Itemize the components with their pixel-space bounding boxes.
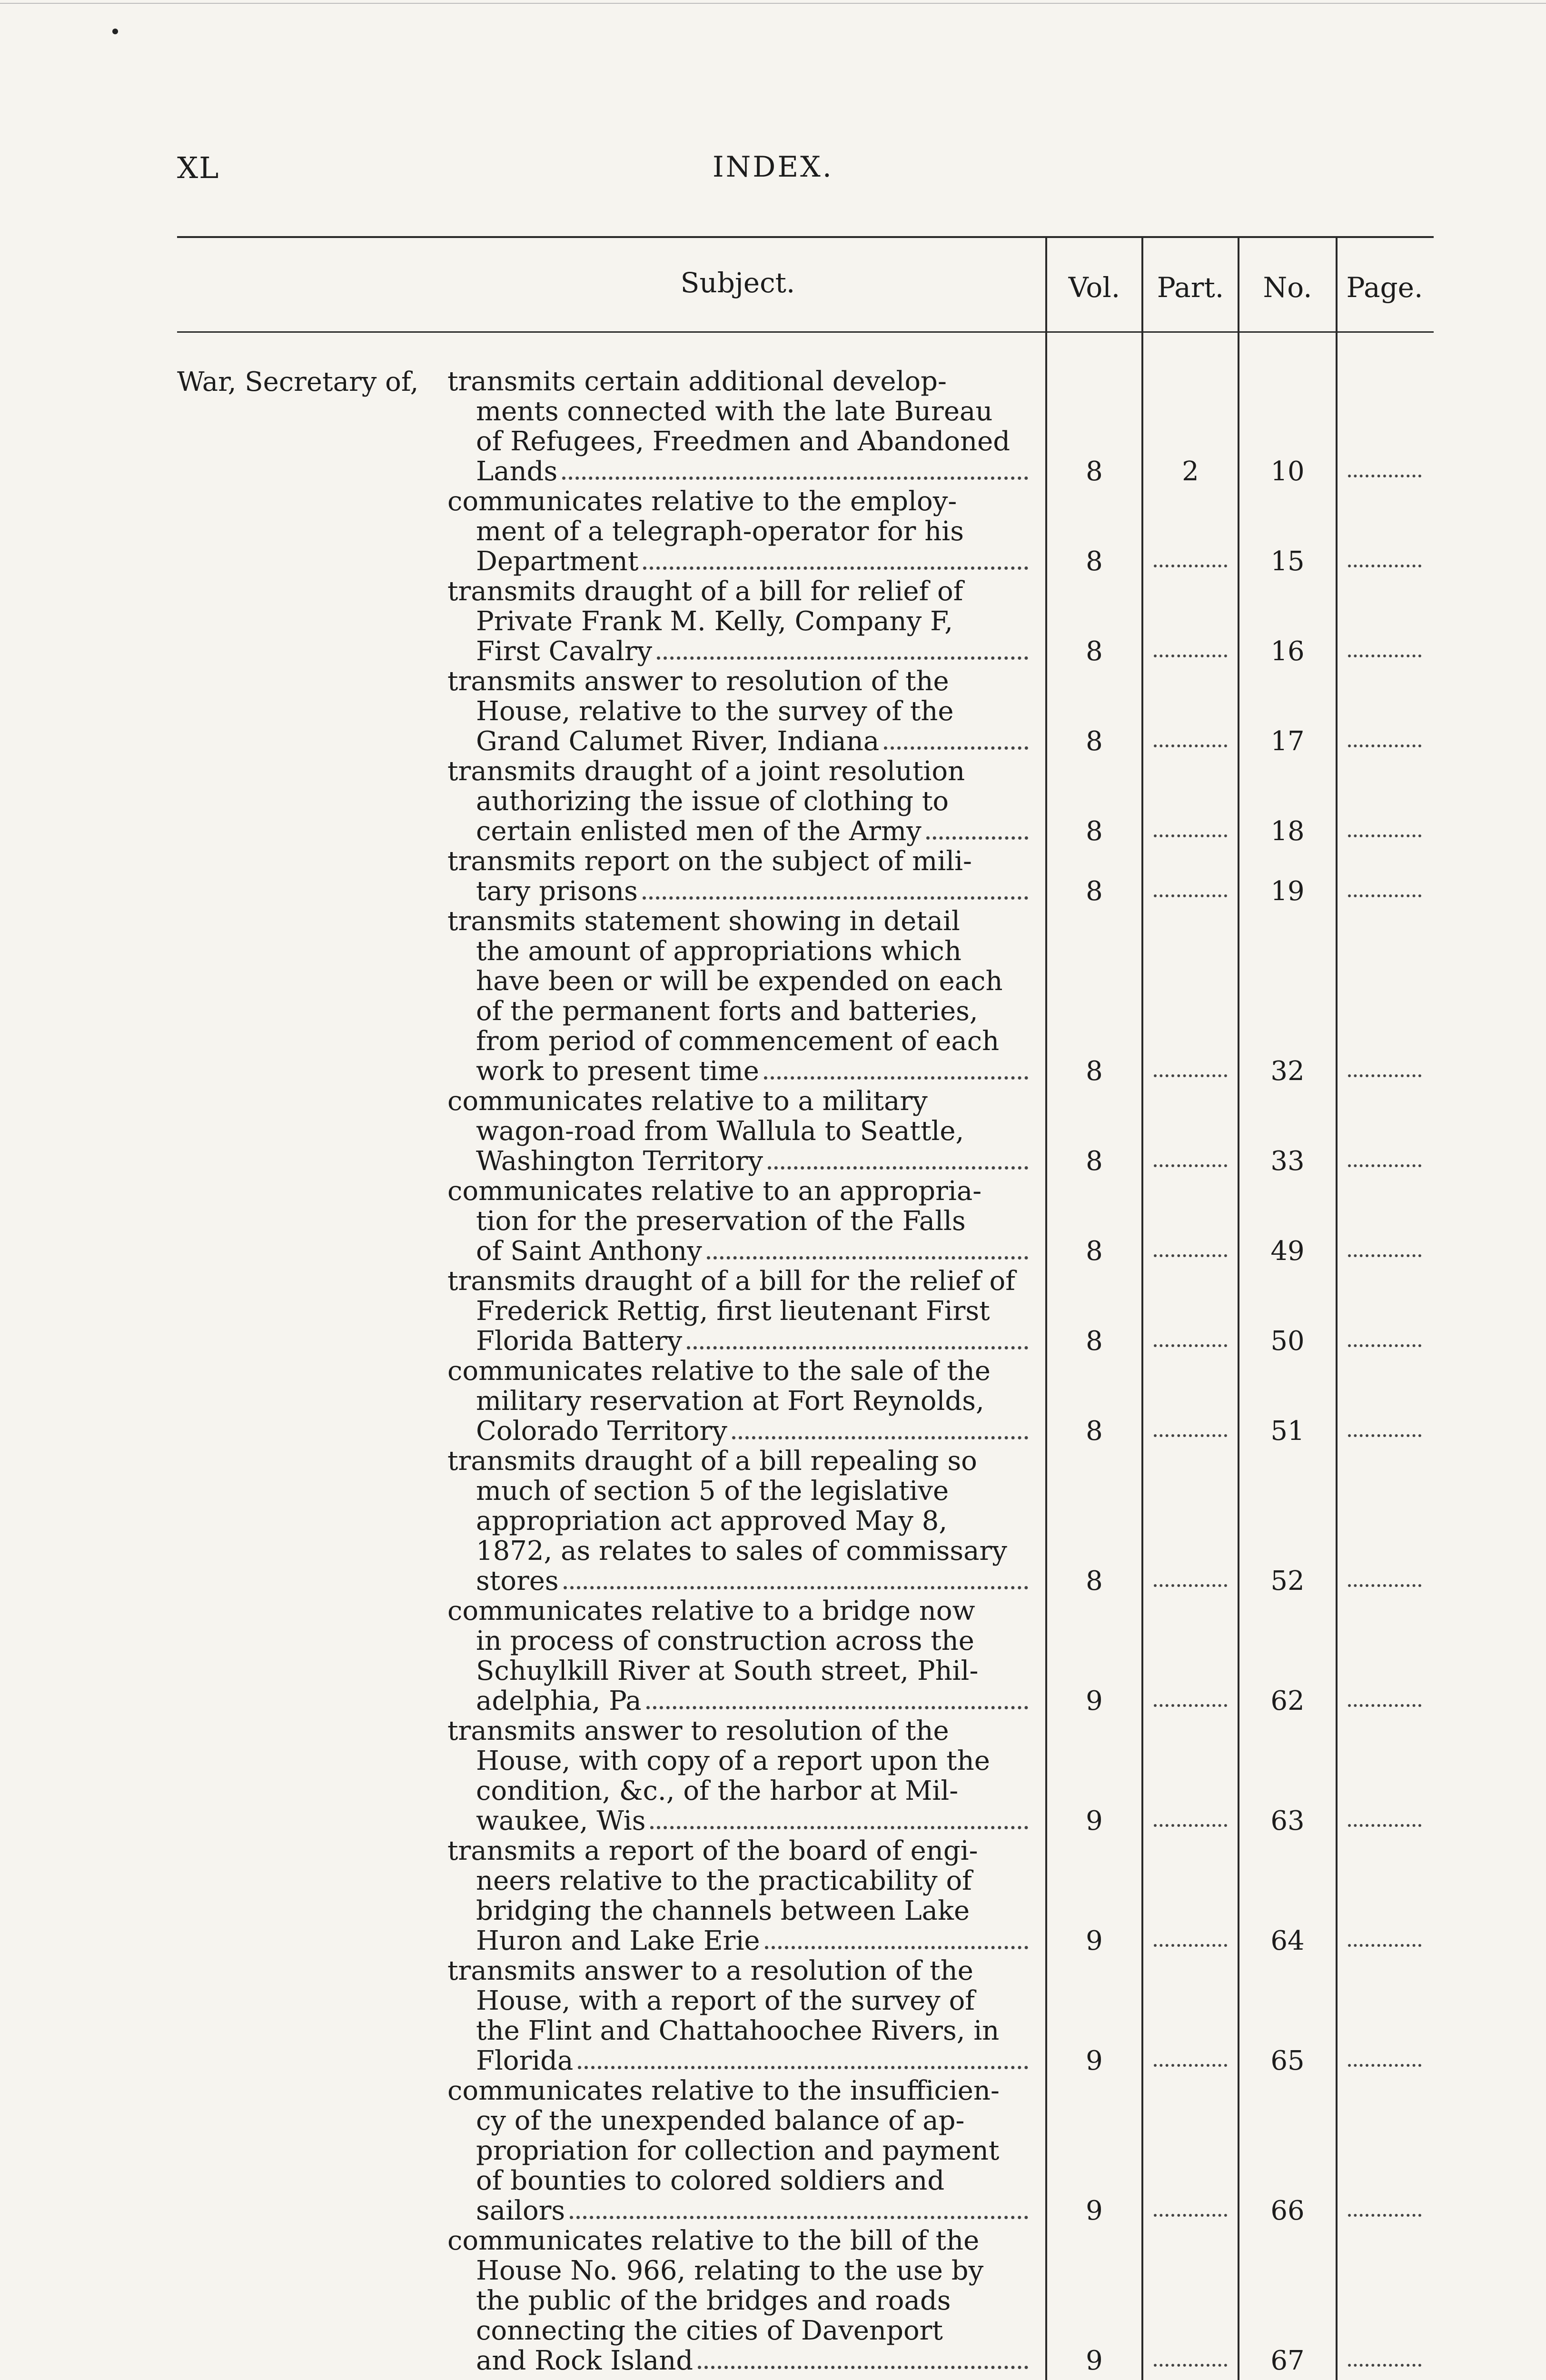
header-bottom-rule xyxy=(177,331,1434,333)
column-header-page: Page. xyxy=(1346,271,1423,304)
table-row xyxy=(0,486,1546,576)
subject-line-text: in process of construction across the xyxy=(476,1626,974,1656)
part-cell-blank xyxy=(1154,2046,1227,2067)
dot-leader xyxy=(707,1256,1028,1259)
ink-speck xyxy=(112,29,118,34)
part-cell-blank xyxy=(1154,1416,1227,1437)
subject-line xyxy=(447,1836,1028,1866)
subject-line xyxy=(447,1956,1028,1986)
page-cell-blank xyxy=(1348,2346,1421,2367)
subject-line-text: Florida xyxy=(476,2046,574,2076)
dot-leader xyxy=(764,1076,1028,1080)
subject-entry xyxy=(447,1086,1028,1176)
subject-line xyxy=(447,1716,1028,1746)
table-row xyxy=(0,906,1546,1086)
subject-line xyxy=(447,1686,1028,1716)
dot-leader xyxy=(884,746,1028,750)
part-cell-blank xyxy=(1154,2196,1227,2217)
subject-line xyxy=(447,1536,1028,1566)
subject-line-text: communicates relative to a military xyxy=(447,1086,928,1116)
subject-line xyxy=(447,1566,1028,1596)
subject-line-text: and Rock Island xyxy=(476,2346,694,2376)
dot-leader xyxy=(698,2366,1028,2369)
table-row xyxy=(0,756,1546,846)
subject-line xyxy=(447,1506,1028,1536)
subject-line-text: Private Frank M. Kelly, Company F, xyxy=(476,606,953,636)
subject-line xyxy=(447,1146,1028,1176)
vol-cell: 8 xyxy=(1086,1056,1103,1087)
vol-cell: 9 xyxy=(1086,1925,1103,1956)
subject-line-text: transmits draught of a bill repealing so xyxy=(447,1446,977,1476)
number-cell: 63 xyxy=(1270,1805,1305,1836)
part-cell-blank xyxy=(1154,636,1227,657)
subject-line-text: from period of commencement of each xyxy=(476,1026,1000,1056)
part-cell-blank xyxy=(1154,816,1227,837)
part-cell: 2 xyxy=(1182,456,1199,487)
subject-line-text: propriation for collection and payment xyxy=(476,2136,1000,2166)
subject-line-text: transmits report on the subject of mili- xyxy=(447,846,972,876)
subject-line-text: stores xyxy=(476,1566,559,1596)
subject-line-text: of Refugees, Freedmen and Abandoned xyxy=(476,426,1011,456)
subject-line xyxy=(447,876,1028,906)
table-row xyxy=(0,666,1546,756)
subject-line-text: the public of the bridges and roads xyxy=(476,2286,951,2316)
subject-line-text: 1872, as relates to sales of commissary xyxy=(476,1536,1007,1566)
part-cell-blank xyxy=(1154,1326,1227,1347)
dot-leader xyxy=(578,2066,1028,2069)
subject-entry xyxy=(447,1356,1028,1446)
subject-entry xyxy=(447,2226,1028,2376)
subject-line-text: transmits answer to resolution of the xyxy=(447,1716,949,1746)
subject-line-text: of Saint Anthony xyxy=(476,1236,702,1266)
subject-line xyxy=(447,1776,1028,1806)
subject-line xyxy=(447,1206,1028,1236)
number-cell: 10 xyxy=(1270,456,1305,487)
dot-leader xyxy=(564,1586,1028,1589)
table-row xyxy=(0,2226,1546,2376)
dot-leader xyxy=(570,2216,1028,2219)
dot-leader xyxy=(643,566,1028,570)
subject-line xyxy=(447,2136,1028,2166)
page-cell-blank xyxy=(1348,2196,1421,2217)
page-cell-blank xyxy=(1348,546,1421,567)
subject-entry xyxy=(447,666,1028,756)
part-cell-blank xyxy=(1154,1056,1227,1077)
subject-entry xyxy=(447,846,1028,906)
subject-line-text: communicates relative to the sale of the xyxy=(447,1356,991,1386)
subject-line-text: ment of a telegraph-operator for his xyxy=(476,516,964,546)
subject-line-text: communicates relative to the bill of the xyxy=(447,2226,980,2256)
number-cell: 33 xyxy=(1270,1146,1305,1177)
subject-line xyxy=(447,576,1028,606)
number-cell: 52 xyxy=(1270,1566,1305,1597)
vol-cell: 8 xyxy=(1086,726,1103,757)
dot-leader xyxy=(765,1946,1028,1949)
subject-line xyxy=(447,2016,1028,2046)
dot-leader xyxy=(650,1826,1028,1829)
subject-line xyxy=(447,2106,1028,2136)
subject-line xyxy=(447,756,1028,786)
subject-line xyxy=(447,1386,1028,1416)
part-cell-blank xyxy=(1154,546,1227,567)
subject-line-text: appropriation act approved May 8, xyxy=(476,1506,948,1536)
dot-leader xyxy=(562,476,1028,480)
vol-cell: 8 xyxy=(1086,1146,1103,1177)
table-row xyxy=(0,846,1546,906)
page-cell-blank xyxy=(1348,816,1421,837)
subject-line-text: House No. 966, relating to the use by xyxy=(476,2256,984,2286)
subject-line xyxy=(447,1266,1028,1296)
subject-line-text: certain enlisted men of the Army xyxy=(476,816,922,846)
page-cell-blank xyxy=(1348,726,1421,747)
subject-line-text: First Cavalry xyxy=(476,636,653,666)
subject-line xyxy=(447,1596,1028,1626)
vol-cell: 9 xyxy=(1086,1805,1103,1836)
subject-line-text: tary prisons xyxy=(476,876,638,906)
subject-line xyxy=(447,786,1028,816)
subject-line-text: transmits answer to a resolution of the xyxy=(447,1956,973,1986)
subject-line xyxy=(447,1446,1028,1476)
page-cell-blank xyxy=(1348,1686,1421,1707)
column-header-no: No. xyxy=(1263,271,1312,304)
page-cell-blank xyxy=(1348,1326,1421,1347)
part-cell-blank xyxy=(1154,1926,1227,1947)
subject-line xyxy=(447,966,1028,996)
subject-line-text: House, relative to the survey of the xyxy=(476,696,954,726)
subject-line-text: transmits statement showing in detail xyxy=(447,906,960,936)
vol-cell: 8 xyxy=(1086,1566,1103,1597)
subject-line xyxy=(447,516,1028,546)
part-cell-blank xyxy=(1154,1686,1227,1707)
subject-line-text: of bounties to colored soldiers and xyxy=(476,2166,945,2196)
subject-line-text: of the permanent forts and batteries, xyxy=(476,996,978,1026)
subject-line-text: condition, &c., of the harbor at Mil- xyxy=(476,1776,959,1806)
subject-line xyxy=(447,2196,1028,2226)
subject-entry xyxy=(447,1836,1028,1956)
part-cell-blank xyxy=(1154,726,1227,747)
subject-line-text: sailors xyxy=(476,2196,565,2226)
number-cell: 19 xyxy=(1270,876,1305,907)
subject-entry xyxy=(447,906,1028,1086)
subject-line-text: tion for the preservation of the Falls xyxy=(476,1206,966,1236)
subject-line xyxy=(447,367,1028,397)
subject-line xyxy=(447,397,1028,426)
subject-line xyxy=(447,1866,1028,1896)
table-row xyxy=(0,1086,1546,1176)
table-row xyxy=(0,1266,1546,1356)
subject-line-text: bridging the channels between Lake xyxy=(476,1896,970,1926)
subject-entry xyxy=(447,1596,1028,1716)
page-cell-blank xyxy=(1348,1146,1421,1167)
vol-cell: 9 xyxy=(1086,2345,1103,2376)
subject-entry xyxy=(447,1176,1028,1266)
dot-leader xyxy=(657,656,1028,660)
subject-entry xyxy=(447,1446,1028,1596)
subject-line-text: military reservation at Fort Reynolds, xyxy=(476,1386,984,1416)
subject-line xyxy=(447,2046,1028,2076)
subject-line-text: Lands xyxy=(476,456,558,486)
subject-line-text: Department xyxy=(476,546,639,576)
number-cell: 66 xyxy=(1270,2195,1305,2226)
part-cell-blank xyxy=(1154,1806,1227,1827)
subject-line-text: transmits a report of the board of engi- xyxy=(447,1836,978,1866)
subject-line-text: work to present time xyxy=(476,1056,759,1086)
page-cell-blank xyxy=(1348,1236,1421,1257)
subject-line-text: transmits certain additional develop- xyxy=(447,367,947,397)
subject-line-text: House, with copy of a report upon the xyxy=(476,1746,990,1776)
subject-line-text: Huron and Lake Erie xyxy=(476,1926,760,1956)
subject-line-text: communicates relative to the employ- xyxy=(447,486,957,516)
number-cell: 50 xyxy=(1270,1326,1305,1357)
vol-cell: 8 xyxy=(1086,1416,1103,1447)
subject-line xyxy=(447,426,1028,456)
subject-line xyxy=(447,606,1028,636)
subject-line xyxy=(447,1986,1028,2016)
subject-line xyxy=(447,546,1028,576)
subject-line-text: waukee, Wis xyxy=(476,1806,646,1836)
subject-line xyxy=(447,636,1028,666)
subject-line-text: communicates relative to an appropria- xyxy=(447,1176,982,1206)
vol-cell: 8 xyxy=(1086,876,1103,907)
subject-entry xyxy=(447,1716,1028,1836)
subject-line-text: ments connected with the late Bureau xyxy=(476,397,993,426)
subject-line xyxy=(447,906,1028,936)
number-cell: 65 xyxy=(1270,2045,1305,2076)
dot-leader xyxy=(926,836,1028,840)
number-cell: 16 xyxy=(1270,636,1305,667)
subject-entry xyxy=(447,2076,1028,2226)
subject-line xyxy=(447,1626,1028,1656)
number-cell: 51 xyxy=(1270,1416,1305,1447)
subject-entry xyxy=(447,1956,1028,2076)
dot-leader xyxy=(768,1166,1028,1170)
subject-line xyxy=(447,2346,1028,2376)
subject-line-text: Schuylkill River at South street, Phil- xyxy=(476,1656,979,1686)
subject-line-text: neers relative to the practicability of xyxy=(476,1866,972,1896)
subject-line xyxy=(447,2166,1028,2196)
subject-line-text: wagon-road from Wallula to Seattle, xyxy=(476,1116,964,1146)
subject-entry xyxy=(447,486,1028,576)
subject-line xyxy=(447,996,1028,1026)
subject-line-text: transmits draught of a bill for the relief of xyxy=(447,1266,1015,1296)
subject-line-text: adelphia, Pa xyxy=(476,1686,642,1716)
column-header-part: Part. xyxy=(1157,271,1224,304)
subject-line-text: Florida Battery xyxy=(476,1326,683,1356)
subject-line xyxy=(447,2256,1028,2286)
subject-line-text: Frederick Rettig, first lieutenant First xyxy=(476,1296,990,1326)
subject-line-text: communicates relative to a bridge now xyxy=(447,1596,975,1626)
number-cell: 15 xyxy=(1270,546,1305,577)
subject-line xyxy=(447,2316,1028,2346)
column-header-vol: Vol. xyxy=(1068,271,1120,304)
subject-entry xyxy=(447,756,1028,846)
subject-line-text: the amount of appropriations which xyxy=(476,936,961,966)
table-row xyxy=(0,367,1546,486)
number-cell: 62 xyxy=(1270,1686,1305,1716)
part-cell-blank xyxy=(1154,2346,1227,2367)
table-row xyxy=(0,1836,1546,1956)
table-top-rule xyxy=(177,236,1434,238)
number-cell: 67 xyxy=(1270,2345,1305,2376)
subject-line xyxy=(447,1356,1028,1386)
subject-line xyxy=(447,1296,1028,1326)
page-cell-blank xyxy=(1348,1056,1421,1077)
subject-line-text: cy of the unexpended balance of ap- xyxy=(476,2106,965,2136)
part-cell-blank xyxy=(1154,1566,1227,1587)
page-cell-blank xyxy=(1348,1926,1421,1947)
vol-cell: 8 xyxy=(1086,1236,1103,1267)
table-row xyxy=(0,1446,1546,1596)
subject-line-text: much of section 5 of the legislative xyxy=(476,1476,949,1506)
table-row xyxy=(0,1176,1546,1266)
subject-line-text: Colorado Territory xyxy=(476,1416,727,1446)
page-cell-blank xyxy=(1348,2046,1421,2067)
vol-cell: 8 xyxy=(1086,816,1103,847)
vol-cell: 8 xyxy=(1086,1326,1103,1357)
page-cell-blank xyxy=(1348,1806,1421,1827)
subject-line-text: the Flint and Chattahoochee Rivers, in xyxy=(476,2016,1000,2046)
table-row xyxy=(0,1596,1546,1716)
subject-line xyxy=(447,816,1028,846)
subject-line xyxy=(447,1176,1028,1206)
subject-line xyxy=(447,1026,1028,1056)
subject-line xyxy=(447,1806,1028,1836)
table-row xyxy=(0,576,1546,666)
part-cell-blank xyxy=(1154,1146,1227,1167)
subject-line-text: authorizing the issue of clothing to xyxy=(476,786,949,816)
subject-line xyxy=(447,1476,1028,1506)
number-cell: 49 xyxy=(1270,1236,1305,1267)
table-row xyxy=(0,2076,1546,2226)
page-cell-blank xyxy=(1348,1566,1421,1587)
vol-cell: 9 xyxy=(1086,1686,1103,1716)
subject-line xyxy=(447,1416,1028,1446)
vol-cell: 8 xyxy=(1086,636,1103,667)
vol-cell: 9 xyxy=(1086,2045,1103,2076)
subject-line xyxy=(447,1326,1028,1356)
subject-line xyxy=(447,486,1028,516)
top-edge-rule xyxy=(0,3,1546,4)
dot-leader xyxy=(687,1346,1028,1349)
subject-entry xyxy=(447,576,1028,666)
subject-line xyxy=(447,2286,1028,2316)
table-row xyxy=(0,1356,1546,1446)
subject-line xyxy=(447,1656,1028,1686)
table-row xyxy=(0,1956,1546,2076)
subject-line-text: transmits answer to resolution of the xyxy=(447,666,949,696)
page-cell-blank xyxy=(1348,456,1421,477)
number-cell: 18 xyxy=(1270,816,1305,847)
subject-line xyxy=(447,936,1028,966)
subject-line-text: communicates relative to the insufficien- xyxy=(447,2076,1000,2106)
subject-line-text: connecting the cities of Davenport xyxy=(476,2316,943,2346)
subject-line xyxy=(447,456,1028,486)
page-number: XL xyxy=(177,150,220,185)
subject-line-text: House, with a report of the survey of xyxy=(476,1986,975,2016)
subject-line xyxy=(447,1926,1028,1956)
subject-line xyxy=(447,726,1028,756)
dot-leader xyxy=(643,896,1028,900)
part-cell-blank xyxy=(1154,876,1227,897)
subject-line-text: transmits draught of a joint resolution xyxy=(447,756,965,786)
number-cell: 17 xyxy=(1270,726,1305,757)
table-row xyxy=(0,1716,1546,1836)
vol-cell: 8 xyxy=(1086,456,1103,487)
subject-line xyxy=(447,2076,1028,2106)
vol-cell: 9 xyxy=(1086,2195,1103,2226)
subject-entry xyxy=(447,1266,1028,1356)
subject-line xyxy=(447,1086,1028,1116)
dot-leader xyxy=(732,1436,1028,1439)
subject-line-text: transmits draught of a bill for relief of xyxy=(447,576,963,606)
subject-line xyxy=(447,1056,1028,1086)
running-head: INDEX. xyxy=(713,150,833,184)
subject-line xyxy=(447,846,1028,876)
vol-cell: 8 xyxy=(1086,546,1103,577)
page-cell-blank xyxy=(1348,636,1421,657)
subject-line-text: Grand Calumet River, Indiana xyxy=(476,726,880,756)
subject-line xyxy=(447,2226,1028,2256)
column-header-subject: Subject. xyxy=(680,267,795,299)
subject-line xyxy=(447,1236,1028,1266)
subject-entry xyxy=(447,367,1028,486)
subject-line-text: Washington Territory xyxy=(476,1146,763,1176)
subject-prefix: War, Secretary of, xyxy=(177,367,419,397)
subject-line xyxy=(447,696,1028,726)
part-cell-blank xyxy=(1154,1236,1227,1257)
subject-line xyxy=(447,666,1028,696)
dot-leader xyxy=(646,1706,1028,1709)
subject-line xyxy=(447,1896,1028,1926)
subject-line-text: have been or will be expended on each xyxy=(476,966,1003,996)
number-cell: 64 xyxy=(1270,1925,1305,1956)
page-cell-blank xyxy=(1348,1416,1421,1437)
number-cell: 32 xyxy=(1270,1056,1305,1087)
subject-line xyxy=(447,1116,1028,1146)
page-cell-blank xyxy=(1348,876,1421,897)
subject-line xyxy=(447,1746,1028,1776)
